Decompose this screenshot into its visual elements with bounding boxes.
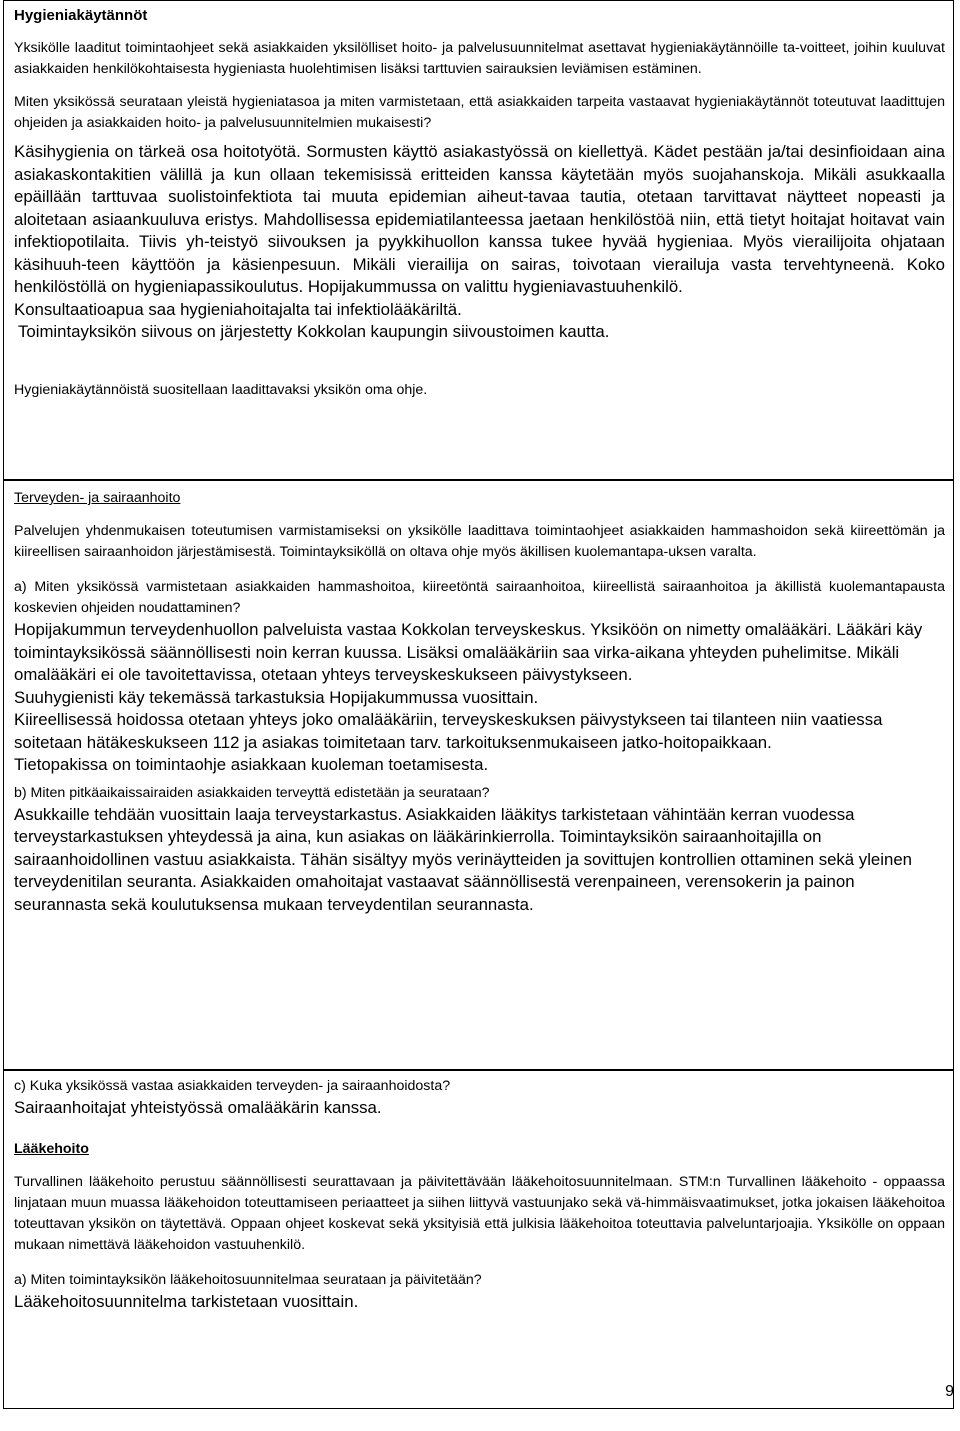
hygiene-section (3, 0, 954, 480)
answer-a-medication: Lääkehoitosuunnitelma tarkistetaan vuosittain. (14, 1291, 359, 1311)
health-care-section (3, 480, 954, 1070)
answer-b-health: Asukkaille tehdään vuosittain laaja terveystarkastus. Asiakkaiden lääkitys tarkistetaan vähintään kerran vuodessa terveystarkastuksen yhteydessä ja aina, kun asiakas on lääkärinkierrolla. Toimintayksikön sairaanhoitajilla on sairaanhoidollinen vastuu asiakkaista. Tähän sisältyy myös verinäytteiden ja sovittujen kontrollien ottaminen sekä yleinen terveydenitilan seuranta. Asiakkaiden omahoitajat vastaavat säännöllisestä verenpaineen, verensokerin ja painon seurannasta sekä koulutuksensa mukaan terveydentilan seurannasta. (14, 804, 912, 914)
hygiene-intro: Yksikölle laaditut toimintaohjeet sekä asiakkaiden yksilölliset hoito- ja palvelusuunnitelmat asettavat hygieniakäytännöille ta-voitteet, joihin kuuluvat asiakkaiden henkilökohtaisesta hygieniasta huolehtimisen lisäksi tarttuvien sairauksien leviämisen estäminen. (14, 40, 945, 77)
medication-intro: Turvallinen lääkehoito perustuu säännöllisesti seurattavaan ja päivitettävään lääkehoitosuunnitelmaan. STM:n Turvallinen lääkehoito - oppaassa linjataan muun muassa lääkehoidon toteuttamiseen periaatteet ja siihen liittyvä vastuunjako sekä vä-himmäisvaatimukset, jotka jokaisen lääkehoitoa toteuttavan yksikön on täytettävä. Oppaan ohjeet koskevat sekä yksityisiä että julkisia lääkehoitoa toteuttavia palveluntarjoajia. Yksikölle on oppaan mukaan nimettävä lääkehoidon vastuuhenkilö. (14, 1173, 945, 1253)
answer-a-health-2: Suuhygienisti käy tekemässä tarkastuksia Hopijakummussa vuosittain. (14, 687, 539, 707)
answer-a-health-3: Kiireellisessä hoidossa otetaan yhteys joko omalääkäriin, terveyskeskuksen päivystykseen tai tilanteen niin vaatiessa soitetaan hätäkeskukseen 112 ja asiakas toimitetaan tarv. tarkoituksenmukaiseen jatko-hoitopaikkaan. (14, 710, 883, 752)
answer-c-health: Sairaanhoitajat yhteistyössä omalääkärin kanssa. (14, 1098, 382, 1117)
hygiene-recommendation: Hygieniakäytännöistä suositellaan laadittavaksi yksikön oma ohje. (14, 381, 428, 398)
question-c-health: c) Kuka yksikössä vastaa asiakkaiden terveyden- ja sairaanhoidosta? (14, 1078, 451, 1094)
answer-a-health-4: Tietopakissa on toimintaohje asiakkaan kuoleman toetamisesta. (14, 755, 489, 774)
hygiene-answer-line2: Konsultaatioapua saa hygieniahoitajalta tai infektiolääkäriltä. (14, 299, 462, 319)
section-title-hygiene: Hygieniakäytännöt (14, 7, 148, 24)
hygiene-answer: Käsihygienia on tärkeä osa hoitotyötä. Sormusten käyttö asiakastyössä on kiellettyä. Kädet pestään ja/tai desinfioidaan aina asiakaskontakitien välillä ja kun ollaan tekemisissä eritteiden kanssa käytetään myös suojahanskoja. Mikäli asukkaalla epäillään tarttuvaa suolistoinfektiota tai muuta epidemian aiheut-tavaa tautia, otetaan tarvittavat näytteet nopeasti ja aloitetaan asiaankuuluva eristys. Mahdollisessa epidemiatilanteessa jaetaan henkilöstöä niin, että tietyt hoitajat hoitavat vain infektiopotilaita. Tiivis yh-teistyö siivouksen ja pyykkihuollon kanssa tukee hyvää hygieniaa. Myös vierailijoita ohjataan käsihuuh-teen käyttöön ja käsienpesuun. Mikäli vierailija on sairas, toivotaan vierailuja vasta tervehtyneenä. Koko henkilöstöllä on hygieniapassikoulutus. Hopijakummussa on valittu hygieniavastuuhenkilö. (14, 142, 945, 296)
page-number: 9 (945, 1383, 954, 1400)
health-care-intro: Palvelujen yhdenmukaisen toteutumisen varmistamiseksi on yksikölle laadittava toimintaohjeet asiakkaiden hammashoidon sekä kiireettömän ja kiireellisen sairaanhoidon järjestämisestä. Toimintayksiköllä on oltava ohje myös äkillisen kuolemantapa-uksen varalta. (14, 523, 945, 560)
question-a-medication: a) Miten toimintayksikön lääkehoitosuunnitelmaa seurataan ja päivitetään? (14, 1271, 482, 1288)
answer-a-health-1: Hopijakummun terveydenhuollon palveluista vastaa Kokkolan terveyskeskus. Yksiköön on nimetty omalääkäri. Lääkäri käy toimintayksikössä säännöllisesti noin kerran kuussa. Lisäksi omalääkäriin saa virka-aikana yhteyden puhelimitse. Mikäli omalääkäri ei ole tavoitettavissa, otetaan yhteys terveyskeskukseen päivystykseen. (14, 620, 923, 684)
question-b-health: b) Miten pitkäaikaissairaiden asiakkaiden terveyttä edistetään ja seurataan? (14, 784, 490, 801)
question-a-health: a) Miten yksikössä varmistetaan asiakkaiden hammashoitoa, kiireetöntä sairaanhoitoa, kiireellistä sairaanhoitoa ja äkillistä kuolemantapausta koskevien ohjeiden noudattaminen? (14, 579, 945, 616)
section-title-health-care: Terveyden- ja sairaanhoito (14, 490, 181, 506)
hygiene-answer-line3: Toimintayksikön siivous on järjestetty Kokkolan kaupungin siivoustoimen kautta. (18, 322, 610, 341)
medication-section (3, 1070, 954, 1409)
section-title-medication: Lääkehoito (14, 1140, 89, 1157)
hygiene-question: Miten yksikössä seurataan yleistä hygieniatasoa ja miten varmistetaan, että asiakkaiden tarpeita vastaavat hygieniakäytännöt toteutuvat laadittujen ohjeiden ja asiakkaiden hoito- ja palvelusuunnitelmien mukaisesti? (14, 94, 945, 131)
